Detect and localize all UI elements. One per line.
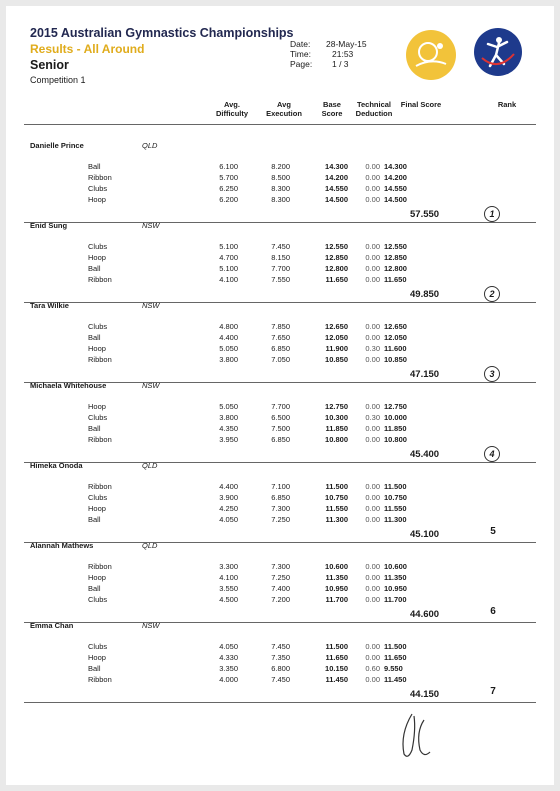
technical-deduction: 0.00 <box>365 482 380 491</box>
avg-execution: 6.850 <box>271 435 290 444</box>
avg-difficulty: 3.350 <box>219 664 238 673</box>
avg-execution: 7.350 <box>271 653 290 662</box>
athlete-state: NSW <box>142 381 160 390</box>
athlete-rank: 2 <box>484 286 500 302</box>
results-page <box>6 6 554 785</box>
final-score: 9.550 <box>384 664 403 673</box>
table-row <box>6 653 554 664</box>
page-subtitle: Results - All Around <box>30 42 145 56</box>
final-score: 14.500 <box>384 195 407 204</box>
table-row <box>6 402 554 413</box>
table-row <box>6 493 554 504</box>
avg-difficulty: 3.900 <box>219 493 238 502</box>
avg-difficulty: 4.000 <box>219 675 238 684</box>
table-row <box>6 435 554 446</box>
table-row <box>6 355 554 366</box>
table-row <box>6 253 554 264</box>
avg-difficulty: 3.800 <box>219 355 238 364</box>
signature-icon <box>394 710 454 760</box>
apparatus-name: Clubs <box>88 322 108 331</box>
avg-difficulty: 5.100 <box>219 242 238 251</box>
avg-difficulty: 4.250 <box>219 504 238 513</box>
technical-deduction: 0.00 <box>365 322 380 331</box>
technical-deduction: 0.00 <box>365 584 380 593</box>
avg-execution: 7.850 <box>271 322 290 331</box>
apparatus-name: Clubs <box>88 493 108 502</box>
avg-difficulty: 3.550 <box>219 584 238 593</box>
base-score: 11.500 <box>325 642 348 651</box>
header-divider <box>24 124 536 125</box>
technical-deduction: 0.00 <box>365 424 380 433</box>
page-title: 2015 Australian Gymnastics Championships <box>30 26 294 40</box>
athlete-total-score: 45.100 <box>410 529 440 540</box>
table-row <box>6 642 554 653</box>
base-score: 11.450 <box>325 675 348 684</box>
avg-execution: 7.250 <box>271 515 290 524</box>
technical-deduction: 0.60 <box>365 664 380 673</box>
final-score: 11.650 <box>384 275 407 284</box>
table-row <box>6 675 554 686</box>
avg-execution: 7.450 <box>271 675 290 684</box>
technical-deduction: 0.00 <box>365 173 380 182</box>
base-score: 12.550 <box>325 242 348 251</box>
avg-difficulty: 3.800 <box>219 413 238 422</box>
base-score: 12.850 <box>325 253 348 262</box>
athlete-state: QLD <box>142 541 158 550</box>
technical-deduction: 0.00 <box>365 253 380 262</box>
apparatus-name: Clubs <box>88 595 108 604</box>
final-score: 12.800 <box>384 264 407 273</box>
avg-execution: 7.700 <box>271 264 290 273</box>
apparatus-name: Ball <box>88 333 101 342</box>
final-score: 11.350 <box>384 573 407 582</box>
final-score: 11.850 <box>384 424 407 433</box>
avg-execution: 8.300 <box>271 184 290 193</box>
avg-execution: 7.650 <box>271 333 290 342</box>
page-number: 1 / 3 <box>332 59 349 69</box>
table-row <box>6 595 554 606</box>
avg-difficulty: 4.050 <box>219 642 238 651</box>
final-score: 12.850 <box>384 253 407 262</box>
apparatus-name: Hoop <box>88 653 106 662</box>
technical-deduction: 0.00 <box>365 653 380 662</box>
table-row <box>6 184 554 195</box>
table-row <box>6 344 554 355</box>
avg-execution: 7.050 <box>271 355 290 364</box>
table-row <box>6 333 554 344</box>
base-score: 11.850 <box>325 424 348 433</box>
avg-execution: 8.500 <box>271 173 290 182</box>
athlete-divider <box>24 622 536 623</box>
final-score: 11.600 <box>384 344 407 353</box>
avg-difficulty: 5.050 <box>219 402 238 411</box>
final-score: 12.650 <box>384 322 407 331</box>
table-row <box>6 162 554 173</box>
col-technical-deduction: Technical Deduction <box>355 100 393 118</box>
apparatus-name: Hoop <box>88 504 106 513</box>
avg-execution: 7.300 <box>271 562 290 571</box>
base-score: 14.200 <box>325 173 348 182</box>
apparatus-name: Ball <box>88 264 101 273</box>
athlete-divider <box>24 542 536 543</box>
avg-execution: 7.500 <box>271 424 290 433</box>
final-score: 14.300 <box>384 162 407 171</box>
technical-deduction: 0.00 <box>365 242 380 251</box>
athlete-total-score: 44.600 <box>410 609 440 620</box>
athlete-name: Michaela Whitehouse <box>30 381 107 390</box>
technical-deduction: 0.00 <box>365 184 380 193</box>
avg-difficulty: 4.400 <box>219 482 238 491</box>
athlete-state: NSW <box>142 221 160 230</box>
base-score: 12.050 <box>325 333 348 342</box>
apparatus-name: Clubs <box>88 413 108 422</box>
avg-difficulty: 4.400 <box>219 333 238 342</box>
technical-deduction: 0.30 <box>365 413 380 422</box>
base-score: 10.750 <box>325 493 348 502</box>
avg-difficulty: 5.100 <box>219 264 238 273</box>
level-label: Senior <box>30 58 69 72</box>
table-row <box>6 322 554 333</box>
base-score: 10.800 <box>325 435 348 444</box>
athlete-rank: 7 <box>490 686 496 697</box>
base-score: 11.300 <box>325 515 348 524</box>
apparatus-name: Ball <box>88 515 101 524</box>
apparatus-name: Clubs <box>88 642 108 651</box>
final-score: 12.050 <box>384 333 407 342</box>
table-row <box>6 504 554 515</box>
athlete-divider <box>24 462 536 463</box>
athlete-name: Alannah Mathews <box>30 541 94 550</box>
avg-execution: 8.150 <box>271 253 290 262</box>
apparatus-name: Ribbon <box>88 355 112 364</box>
athlete-name: Tara Wilkie <box>30 301 69 310</box>
base-score: 11.700 <box>325 595 348 604</box>
avg-difficulty: 6.100 <box>219 162 238 171</box>
table-row <box>6 664 554 675</box>
apparatus-name: Hoop <box>88 253 106 262</box>
base-score: 10.600 <box>325 562 348 571</box>
apparatus-name: Ribbon <box>88 435 112 444</box>
avg-execution: 7.100 <box>271 482 290 491</box>
avg-difficulty: 4.100 <box>219 573 238 582</box>
avg-difficulty: 5.050 <box>219 344 238 353</box>
table-row <box>6 275 554 286</box>
apparatus-name: Ball <box>88 162 101 171</box>
final-score: 11.500 <box>384 642 407 651</box>
athlete-state: NSW <box>142 621 160 630</box>
final-score: 10.750 <box>384 493 407 502</box>
avg-execution: 7.400 <box>271 584 290 593</box>
final-score: 12.550 <box>384 242 407 251</box>
athlete-total-score: 49.850 <box>410 289 440 300</box>
table-row <box>6 195 554 206</box>
table-row <box>6 584 554 595</box>
technical-deduction: 0.00 <box>365 504 380 513</box>
competition-label: Competition 1 <box>30 75 86 85</box>
athlete-total-score: 45.400 <box>410 449 440 460</box>
athlete-state: QLD <box>142 461 158 470</box>
time-value: 21:53 <box>332 49 354 59</box>
avg-difficulty: 5.700 <box>219 173 238 182</box>
avg-execution: 8.300 <box>271 195 290 204</box>
base-score: 11.650 <box>325 653 348 662</box>
avg-difficulty: 6.250 <box>219 184 238 193</box>
athlete-total-score: 47.150 <box>410 369 440 380</box>
technical-deduction: 0.00 <box>365 333 380 342</box>
final-score: 11.450 <box>384 675 407 684</box>
athlete-total-score: 57.550 <box>410 209 440 220</box>
avg-difficulty: 4.800 <box>219 322 238 331</box>
avg-difficulty: 4.050 <box>219 515 238 524</box>
col-avg-difficulty: Avg. Difficulty <box>215 100 249 118</box>
avg-difficulty: 3.300 <box>219 562 238 571</box>
apparatus-name: Ball <box>88 424 101 433</box>
avg-execution: 7.450 <box>271 642 290 651</box>
table-row <box>6 424 554 435</box>
apparatus-name: Ribbon <box>88 173 112 182</box>
base-score: 11.550 <box>325 504 348 513</box>
base-score: 14.550 <box>325 184 348 193</box>
base-score: 12.650 <box>325 322 348 331</box>
base-score: 10.150 <box>325 664 348 673</box>
avg-execution: 7.450 <box>271 242 290 251</box>
table-row <box>6 482 554 493</box>
apparatus-name: Ball <box>88 664 101 673</box>
final-score: 10.950 <box>384 584 407 593</box>
apparatus-name: Hoop <box>88 344 106 353</box>
final-score: 10.850 <box>384 355 407 364</box>
avg-execution: 6.850 <box>271 493 290 502</box>
apparatus-name: Clubs <box>88 242 108 251</box>
athlete-name: Himeka Onoda <box>30 461 83 470</box>
table-row <box>6 173 554 184</box>
technical-deduction: 0.00 <box>365 402 380 411</box>
table-row <box>6 264 554 275</box>
avg-execution: 6.800 <box>271 664 290 673</box>
athlete-divider <box>24 222 536 223</box>
athlete-rank: 4 <box>484 446 500 462</box>
final-score: 10.800 <box>384 435 407 444</box>
athlete-state: QLD <box>142 141 158 150</box>
base-score: 11.650 <box>325 275 348 284</box>
athlete-name: Danielle Prince <box>30 141 84 150</box>
final-score: 11.700 <box>384 595 407 604</box>
apparatus-name: Hoop <box>88 402 106 411</box>
table-row <box>6 413 554 424</box>
athlete-rank: 3 <box>484 366 500 382</box>
table-row <box>6 573 554 584</box>
page-label: Page: <box>290 59 313 69</box>
final-score: 14.200 <box>384 173 407 182</box>
technical-deduction: 0.00 <box>365 595 380 604</box>
date-value: 28-May-15 <box>326 39 367 49</box>
athlete-state: NSW <box>142 301 160 310</box>
base-score: 11.900 <box>325 344 348 353</box>
athlete-name: Enid Sung <box>30 221 68 230</box>
apparatus-name: Ribbon <box>88 675 112 684</box>
final-score: 11.550 <box>384 504 407 513</box>
table-row <box>6 562 554 573</box>
avg-execution: 7.700 <box>271 402 290 411</box>
table-row <box>6 515 554 526</box>
apparatus-name: Ribbon <box>88 562 112 571</box>
final-score: 10.000 <box>384 413 407 422</box>
avg-difficulty: 3.950 <box>219 435 238 444</box>
technical-deduction: 0.00 <box>365 264 380 273</box>
technical-deduction: 0.00 <box>365 435 380 444</box>
technical-deduction: 0.00 <box>365 275 380 284</box>
athlete-rank: 6 <box>490 606 496 617</box>
avg-difficulty: 4.350 <box>219 424 238 433</box>
technical-deduction: 0.00 <box>365 573 380 582</box>
apparatus-name: Ribbon <box>88 482 112 491</box>
table-row <box>6 242 554 253</box>
technical-deduction: 0.00 <box>365 515 380 524</box>
technical-deduction: 0.00 <box>365 642 380 651</box>
rhythmic-gymnastics-logo-icon <box>406 30 456 80</box>
technical-deduction: 0.30 <box>365 344 380 353</box>
base-score: 10.950 <box>325 584 348 593</box>
avg-difficulty: 4.330 <box>219 653 238 662</box>
avg-execution: 8.200 <box>271 162 290 171</box>
avg-difficulty: 4.100 <box>219 275 238 284</box>
base-score: 11.350 <box>325 573 348 582</box>
date-label: Date: <box>290 39 311 49</box>
gymnast-figure-logo-icon <box>474 28 522 76</box>
avg-difficulty: 4.700 <box>219 253 238 262</box>
col-rank: Rank <box>497 100 517 109</box>
apparatus-name: Ribbon <box>88 275 112 284</box>
col-final-score: Final Score <box>400 100 442 109</box>
technical-deduction: 0.00 <box>365 195 380 204</box>
technical-deduction: 0.00 <box>365 162 380 171</box>
technical-deduction: 0.00 <box>365 355 380 364</box>
final-score: 14.550 <box>384 184 407 193</box>
col-base-score: Base Score <box>321 100 343 118</box>
base-score: 12.800 <box>325 264 348 273</box>
apparatus-name: Hoop <box>88 195 106 204</box>
technical-deduction: 0.00 <box>365 562 380 571</box>
avg-difficulty: 6.200 <box>219 195 238 204</box>
avg-execution: 6.500 <box>271 413 290 422</box>
athlete-name: Emma Chan <box>30 621 74 630</box>
avg-execution: 7.200 <box>271 595 290 604</box>
base-score: 14.500 <box>325 195 348 204</box>
athlete-divider <box>24 302 536 303</box>
avg-execution: 7.300 <box>271 504 290 513</box>
technical-deduction: 0.00 <box>365 675 380 684</box>
col-avg-execution: Avg Execution <box>266 100 302 118</box>
base-score: 11.500 <box>325 482 348 491</box>
avg-execution: 6.850 <box>271 344 290 353</box>
athlete-divider <box>24 702 536 703</box>
base-score: 14.300 <box>325 162 348 171</box>
avg-difficulty: 4.500 <box>219 595 238 604</box>
apparatus-name: Hoop <box>88 573 106 582</box>
final-score: 11.650 <box>384 653 407 662</box>
base-score: 10.850 <box>325 355 348 364</box>
athlete-rank: 1 <box>484 206 500 222</box>
avg-execution: 7.550 <box>271 275 290 284</box>
final-score: 11.300 <box>384 515 407 524</box>
technical-deduction: 0.00 <box>365 493 380 502</box>
time-label: Time: <box>290 49 311 59</box>
base-score: 10.300 <box>325 413 348 422</box>
athlete-total-score: 44.150 <box>410 689 440 700</box>
avg-execution: 7.250 <box>271 573 290 582</box>
athlete-rank: 5 <box>490 526 496 537</box>
final-score: 12.750 <box>384 402 407 411</box>
apparatus-name: Ball <box>88 584 101 593</box>
base-score: 12.750 <box>325 402 348 411</box>
apparatus-name: Clubs <box>88 184 108 193</box>
final-score: 10.600 <box>384 562 407 571</box>
final-score: 11.500 <box>384 482 407 491</box>
